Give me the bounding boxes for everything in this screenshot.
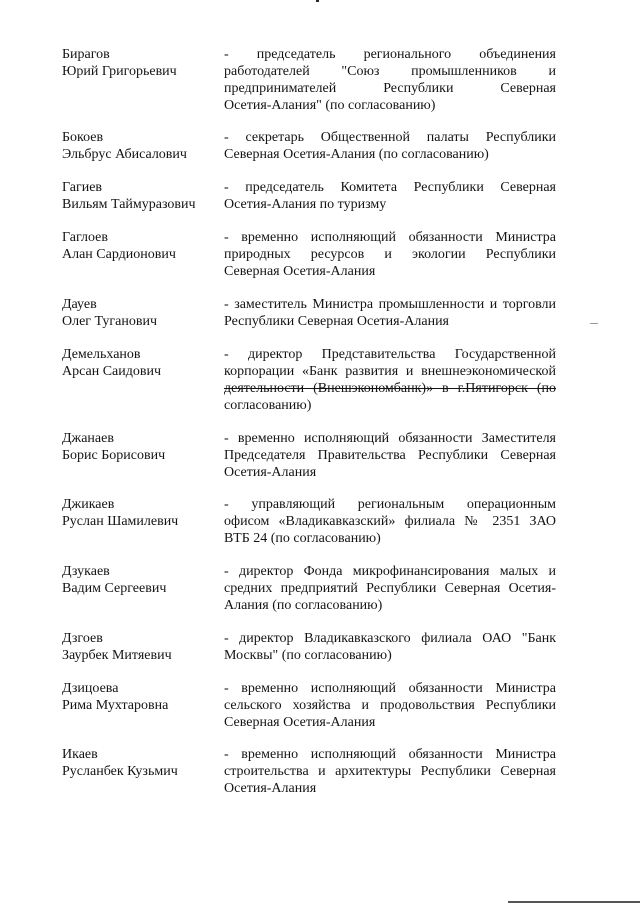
position-line: Северная Осетия-Алания: [224, 715, 376, 730]
person-position: [224, 346, 556, 414]
person-given-name: Эльбрус Абисалович: [62, 147, 187, 162]
person-name: [62, 496, 220, 530]
position-line: - временно исполняющий обязанности Министра: [224, 681, 556, 696]
person-given-name: Вильям Таймуразович: [62, 197, 196, 212]
position-line: Председателя Правительства Республики Северная: [224, 448, 556, 463]
person-position: [224, 129, 556, 163]
person-name: [62, 346, 220, 380]
position-line: работодателей "Союз промышленников и: [224, 64, 556, 79]
position-line: - директор Фонда микрофинансирования малых и: [224, 564, 556, 579]
scan-artifact: [508, 901, 640, 903]
position-line: Осетия-Алания" (по согласованию): [224, 98, 436, 113]
person-surname: Дауев: [62, 297, 97, 312]
person-name: [62, 179, 220, 213]
person-given-name: Руслан Шамилевич: [62, 514, 179, 529]
position-line: - заместитель Министра промышленности и торговли: [224, 297, 556, 312]
person-given-name: Олег Туганович: [62, 314, 157, 329]
person-given-name: Заурбек Митяевич: [62, 648, 172, 663]
position-line: ВТБ 24 (по согласованию): [224, 531, 381, 546]
person-surname: Икаев: [62, 747, 98, 762]
position-line: - директор Владикавказского филиала ОАО "Банк: [224, 631, 556, 646]
person-given-name: Юрий Григорьевич: [62, 64, 177, 79]
position-line: Северная Осетия-Алания (по согласованию): [224, 147, 489, 162]
position-line: Осетия-Алания по туризму: [224, 197, 387, 212]
position-line: деятельности (Внешэкономбанк)» в г.Пятигорск (по: [224, 381, 556, 396]
person-position: [224, 496, 556, 547]
position-line: Осетия-Алания: [224, 465, 317, 480]
person-surname: Бокоев: [62, 130, 104, 145]
scan-artifact: [316, 0, 319, 2]
position-line: сельского хозяйства и продовольствия Республики: [224, 698, 556, 713]
position-line: природных ресурсов и экологии Республики: [224, 247, 556, 262]
position-line: - временно исполняющий обязанности Министра: [224, 230, 556, 245]
person-name: [62, 46, 220, 80]
person-surname: Джикаев: [62, 497, 115, 512]
position-line: Северная Осетия-Алания: [224, 264, 376, 279]
person-position: [224, 430, 556, 481]
person-position: [224, 179, 556, 213]
person-position: [224, 46, 556, 114]
position-line: корпорации «Банк развития и внешнеэкономической: [224, 364, 556, 379]
person-surname: Демельханов: [62, 347, 141, 362]
person-surname: Дзгоев: [62, 631, 103, 646]
position-line: средних предприятий Республики Северная Осетия-: [224, 581, 556, 596]
person-given-name: Арсан Саидович: [62, 364, 162, 379]
position-line: строительства и архитектуры Республики Северная: [224, 764, 556, 779]
position-line: офисом «Владикавказский» филиала № 2351 ЗАО: [224, 514, 556, 529]
person-surname: Джанаев: [62, 431, 114, 446]
position-line: - временно исполняющий обязанности Заместителя: [224, 431, 556, 446]
person-name: [62, 430, 220, 464]
position-line: - директор Представительства Государственной: [224, 347, 556, 362]
person-surname: Бирагов: [62, 47, 110, 62]
person-given-name: Алан Сардионович: [62, 247, 176, 262]
position-line: - председатель Комитета Республики Северная: [224, 180, 556, 195]
position-line: Алания (по согласованию): [224, 598, 383, 613]
person-name: [62, 229, 220, 263]
person-given-name: Рима Мухтаровна: [62, 698, 169, 713]
position-line: - управляющий региональным операционным: [224, 497, 556, 512]
position-line: Москвы" (по согласованию): [224, 648, 392, 663]
position-line: согласованию): [224, 398, 312, 413]
person-given-name: Борис Борисович: [62, 448, 166, 463]
person-name: [62, 129, 220, 163]
person-given-name: Русланбек Кузьмич: [62, 764, 178, 779]
position-line: предпринимателей Республики Северная: [224, 81, 556, 96]
person-surname: Гагиев: [62, 180, 103, 195]
person-name: [62, 563, 220, 597]
scan-artifact: [590, 323, 598, 324]
person-surname: Гаглоев: [62, 230, 108, 245]
person-position: [224, 229, 556, 280]
position-line: Республики Северная Осетия-Алания: [224, 314, 449, 329]
person-name: [62, 630, 220, 664]
person-name: [62, 680, 220, 714]
person-position: [224, 680, 556, 731]
position-line: - временно исполняющий обязанности Министра: [224, 747, 556, 762]
person-surname: Дзукаев: [62, 564, 110, 579]
position-line: - секретарь Общественной палаты Республики: [224, 130, 556, 145]
person-surname: Дзицоева: [62, 681, 119, 696]
person-position: [224, 746, 556, 797]
person-position: [224, 296, 556, 330]
person-name: [62, 296, 220, 330]
person-given-name: Вадим Сергеевич: [62, 581, 167, 596]
person-name: [62, 746, 220, 780]
person-position: [224, 630, 556, 664]
position-line: - председатель регионального объединения: [224, 47, 556, 62]
person-position: [224, 563, 556, 614]
position-line: Осетия-Алания: [224, 781, 317, 796]
